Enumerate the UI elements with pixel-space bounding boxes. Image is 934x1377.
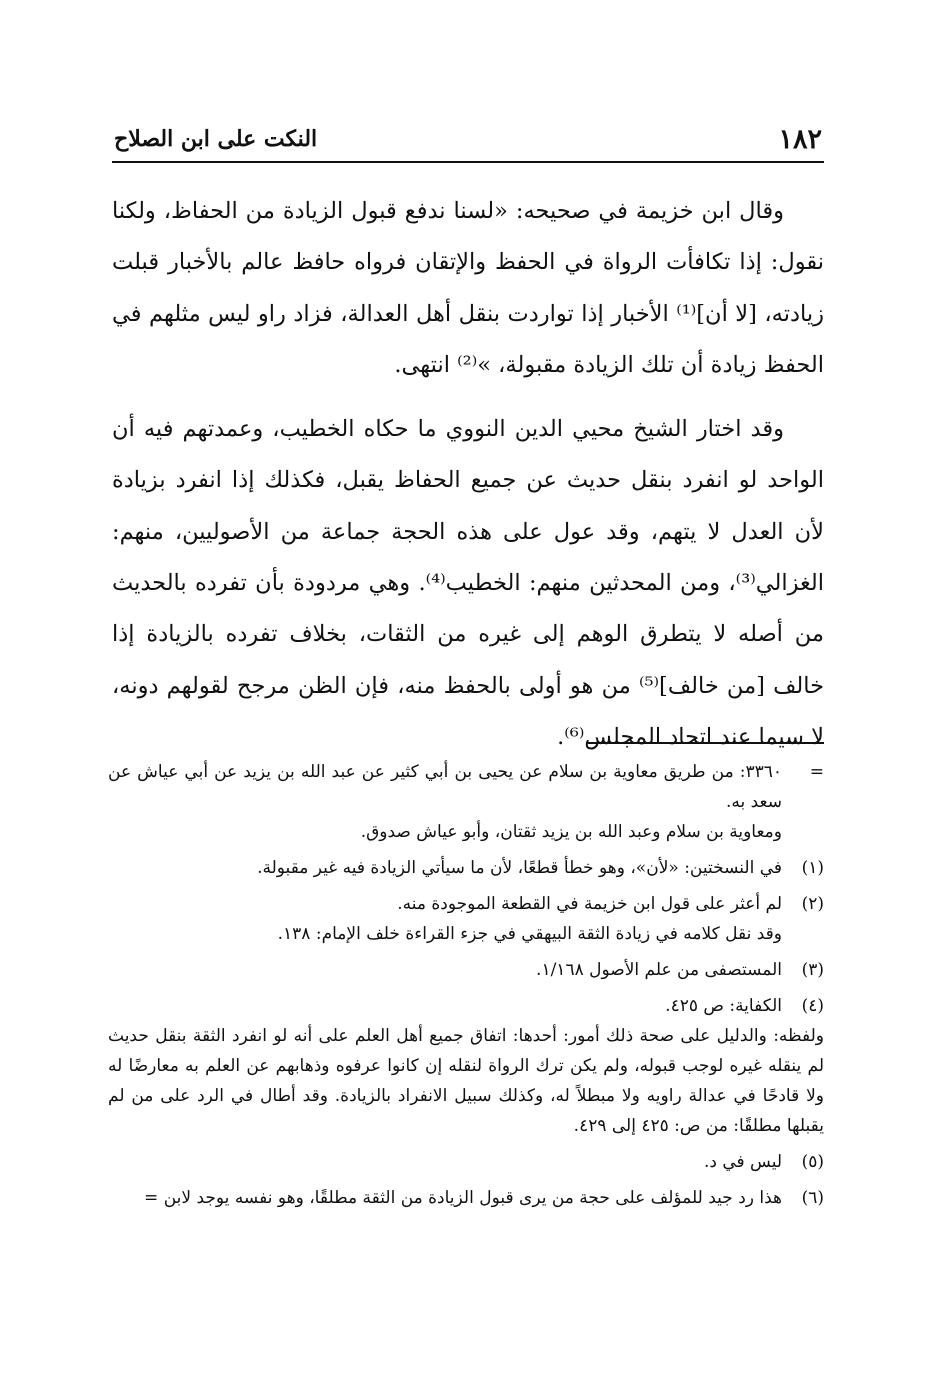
footnote-text: الكفاية: ص ٤٢٥.	[665, 996, 782, 1016]
footnote-6	[108, 1183, 824, 1213]
footnote-text: لم أعثر على قول ابن خزيمة في القطعة الموجودة منه.	[397, 894, 782, 914]
main-text	[112, 186, 824, 763]
footnote-mark: (٥)	[801, 1152, 824, 1172]
footnote-2	[108, 889, 824, 919]
footnote-text: ومعاوية بن سلام وعبد الله بن يزيد ثقتان، وأبو عياش صدوق.	[360, 822, 782, 842]
paragraph: وقال ابن خزيمة في صحيحه: «لسنا ندفع قبول الزيادة من الحفاظ، ولكنا نقول: إذا تكافأت الرواة في الحفظ والإتقان فرواه حافظ عالم بالأخبار قبلت زيادته، [لا أن]⁽¹⁾ الأخبار إذا تواردت بنقل أهل العدالة، فزاد راو ليس مثلهم في الحفظ زيادة أن تلك الزيادة مقبولة، »⁽²⁾ انتهى.	[112, 198, 824, 378]
footnote-5	[108, 1147, 824, 1177]
footnote-2-line	[108, 919, 824, 949]
footnote-text: في النسختين: «لأن»، وهو خطأ قطعًا، لأن ما سيأتي الزيادة فيه غير مقبولة.	[257, 858, 782, 878]
footnote-text: ليس في د.	[703, 1152, 782, 1172]
footnote-mark: (١)	[801, 858, 824, 878]
footnote-mark: (٢)	[801, 894, 824, 914]
footnote-text: هذا رد جيد للمؤلف على حجة من يرى قبول الزيادة من الثقة مطلقًا، وهو نفسه يوجد لابن =	[144, 1188, 782, 1208]
header-divider	[112, 161, 824, 163]
paragraph: وقد اختار الشيخ محيي الدين النووي ما حكاه الخطيب، وعمدتهم فيه أن الواحد لو انفرد بنقل حديث عن جميع الحفاظ يقبل، فكذلك إذا انفرد بزيادة لأن العدل لا يتهم، وقد عول على هذه الحجة جماعة من الأصوليين، منهم: الغزالي⁽³⁾، ومن المحدثين منهم: الخطيب⁽⁴⁾. وهي مردودة بأن تفرده بالحديث من أصله لا يتطرق الوهم إلى غيره من الثقات، بخلاف تفرده بالزيادة إذا خالف [من خالف]⁽⁵⁾ من هو أولى بالحفظ منه، فإن الظن مرجح لقولهم دونه، لا سيما عند اتحاد المجلس⁽⁶⁾.	[112, 416, 824, 750]
page-header	[112, 118, 824, 158]
footnote-mark: (٣)	[801, 960, 824, 980]
continuation-mark: =	[809, 762, 824, 782]
running-title: النكت على ابن الصلاح	[114, 126, 318, 152]
footnote-mark: (٦)	[801, 1188, 824, 1208]
footnote-4-quote: ولفظه: والدليل على صحة ذلك أمور: أحدها: اتفاق جميع أهل العلم على أنه لو انفرد الثقة بنقل حديث لم ينقله غيره لوجب قبوله، ولم يكن ترك الرواة لنقله إن كانوا عرفوه وذهابهم عن العلم به معارضًا له ولا قادحًا في عدالة راويه ولا مبطلاً له، وكذلك سبيل الانفراد بالزيادة. وقد أطال في الرد على من لم يقبلها مطلقًا: من ص: ٤٢٥ إلى ٤٢٩.	[108, 1026, 824, 1136]
footnote-continuation-line	[108, 817, 824, 847]
footnote-text: المستصفى من علم الأصول ١/١٦٨.	[536, 960, 782, 980]
footnotes	[108, 757, 824, 1219]
footnote-3	[108, 955, 824, 985]
footnote-divider	[588, 742, 824, 744]
footnote-mark: (٤)	[801, 996, 824, 1016]
footnote-text: ٣٣٦٠: من طريق معاوية بن سلام عن يحيى بن أبي كثير عن عبد الله بن يزيد عن أبي عياش عن سعد به.	[108, 762, 782, 812]
page-number: ١٨٢	[778, 124, 822, 155]
footnote-continuation	[108, 757, 824, 817]
footnote-1	[108, 853, 824, 883]
footnote-text: وقد نقل كلامه في زيادة الثقة البيهقي في جزء القراءة خلف الإمام: ١٣٨.	[277, 924, 782, 944]
footnote-4	[108, 991, 824, 1021]
